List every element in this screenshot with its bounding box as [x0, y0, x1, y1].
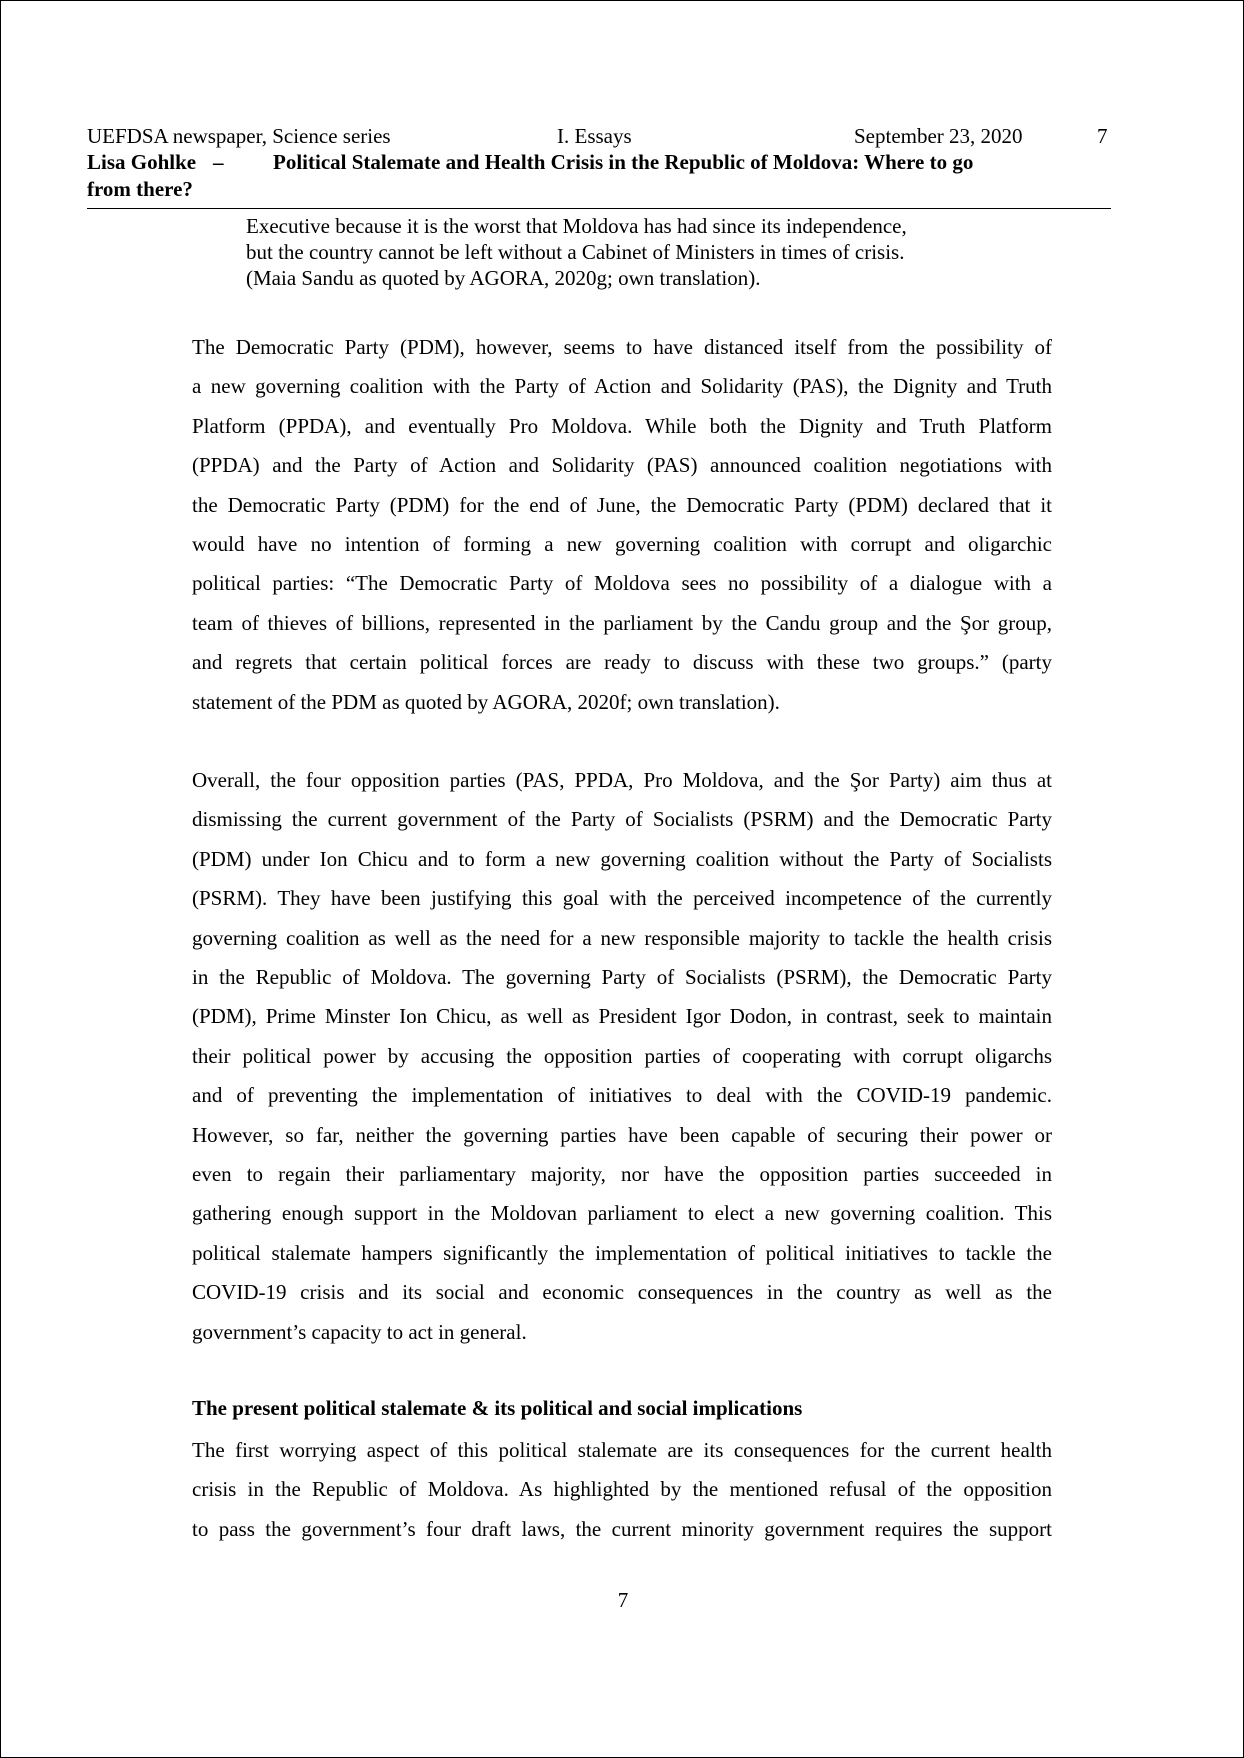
quote-line: (Maia Sandu as quoted by AGORA, 2020g; own translation).	[246, 266, 761, 290]
paragraph-pdm-position	[192, 328, 1052, 722]
paragraph-opposition-overview	[192, 761, 1052, 1352]
paragraph-line: political stalemate hampers significantly the implementation of political initiatives to tackle the	[192, 1240, 1052, 1265]
title-dash: –	[213, 150, 224, 174]
paragraph-line: the Democratic Party (PDM) for the end of June, the Democratic Party (PDM) declared that it	[192, 492, 1052, 517]
paragraph-line: a new governing coalition with the Party of Action and Solidarity (PAS), the Dignity and Truth	[192, 374, 1052, 399]
paragraph-line: in the Republic of Moldova. The governing Party of Socialists (PSRM), the Democratic Party	[192, 965, 1052, 990]
paragraph-line: their political power by accusing the opposition parties of cooperating with corrupt oligarchs	[192, 1043, 1052, 1068]
paragraph-line: to pass the government’s four draft laws, the current minority government requires the support	[192, 1516, 1052, 1541]
article-title	[87, 149, 1111, 203]
paragraph-line: (PDM), Prime Minster Ion Chicu, as well as President Igor Dodon, in contrast, seek to maintain	[192, 1004, 1052, 1029]
paragraph-line: crisis in the Republic of Moldova. As highlighted by the mentioned refusal of the opposition	[192, 1477, 1052, 1502]
title-line-2: from there?	[87, 177, 193, 201]
paragraph-line: COVID-19 crisis and its social and economic consequences in the country as well as the	[192, 1280, 1052, 1305]
title-line-1: Political Stalemate and Health Crisis in the Republic of Moldova: Where to go	[273, 150, 974, 174]
block-quote	[246, 213, 1006, 291]
paragraph-line: (PPDA) and the Party of Action and Solidarity (PAS) announced coalition negotiations with	[192, 453, 1052, 478]
author-name: Lisa Gohlke	[87, 150, 197, 174]
paragraph-line: (PDM) under Ion Chicu and to form a new governing coalition without the Party of Socialists	[192, 846, 1052, 871]
publication-name: UEFDSA newspaper, Science series	[87, 124, 391, 148]
paragraph-line: governing coalition as well as the need for a new responsible majority to tackle the health crisis	[192, 925, 1052, 950]
quote-line: but the country cannot be left without a Cabinet of Ministers in times of crisis.	[246, 240, 905, 264]
paragraph-line: Platform (PPDA), and eventually Pro Moldova. While both the Dignity and Truth Platform	[192, 413, 1052, 438]
running-header	[87, 123, 1111, 149]
header-page-number: 7	[1097, 124, 1108, 148]
paragraph-line: The Democratic Party (PDM), however, seems to have distanced itself from the possibility of	[192, 335, 1052, 359]
paragraph-line: would have no intention of forming a new governing coalition with corrupt and oligarchic	[192, 532, 1052, 557]
paragraph-line: team of thieves of billions, represented in the parliament by the Candu group and the Şor group,	[192, 610, 1052, 635]
section-heading: The present political stalemate & its political and social implications	[192, 1396, 803, 1420]
paragraph-line: However, so far, neither the governing parties have been capable of securing their power or	[192, 1122, 1052, 1147]
header-rule	[87, 208, 1111, 209]
paragraph-line: statement of the PDM as quoted by AGORA, 2020f; own translation).	[192, 689, 780, 714]
quote-line: Executive because it is the worst that Moldova has had since its independence,	[246, 214, 907, 238]
paragraph-health-crisis	[192, 1431, 1052, 1549]
paragraph-line: and of preventing the implementation of initiatives to deal with the COVID-19 pandemic.	[192, 1083, 1052, 1108]
paragraph-line: (PSRM). They have been justifying this goal with the perceived incompetence of the currently	[192, 886, 1052, 911]
paragraph-line: even to regain their parliamentary majority, nor have the opposition parties succeeded in	[192, 1162, 1052, 1187]
paragraph-line: government’s capacity to act in general.	[192, 1319, 527, 1344]
paragraph-line: political parties: “The Democratic Party of Moldova sees no possibility of a dialogue with a	[192, 571, 1052, 596]
paragraph-line: Overall, the four opposition parties (PAS, PPDA, Pro Moldova, and the Şor Party) aim thus at	[192, 768, 1052, 792]
publication-date: September 23, 2020	[854, 124, 1023, 148]
footer-page-number: 7	[617, 1588, 629, 1612]
paragraph-line: The first worrying aspect of this political stalemate are its consequences for the current health	[192, 1438, 1052, 1462]
paragraph-line: gathering enough support in the Moldovan parliament to elect a new governing coalition. This	[192, 1201, 1052, 1226]
section-name: I. Essays	[557, 124, 632, 148]
paragraph-line: dismissing the current government of the Party of Socialists (PSRM) and the Democratic Party	[192, 807, 1052, 832]
paragraph-line: and regrets that certain political forces are ready to discuss with these two groups.” (party	[192, 650, 1052, 675]
